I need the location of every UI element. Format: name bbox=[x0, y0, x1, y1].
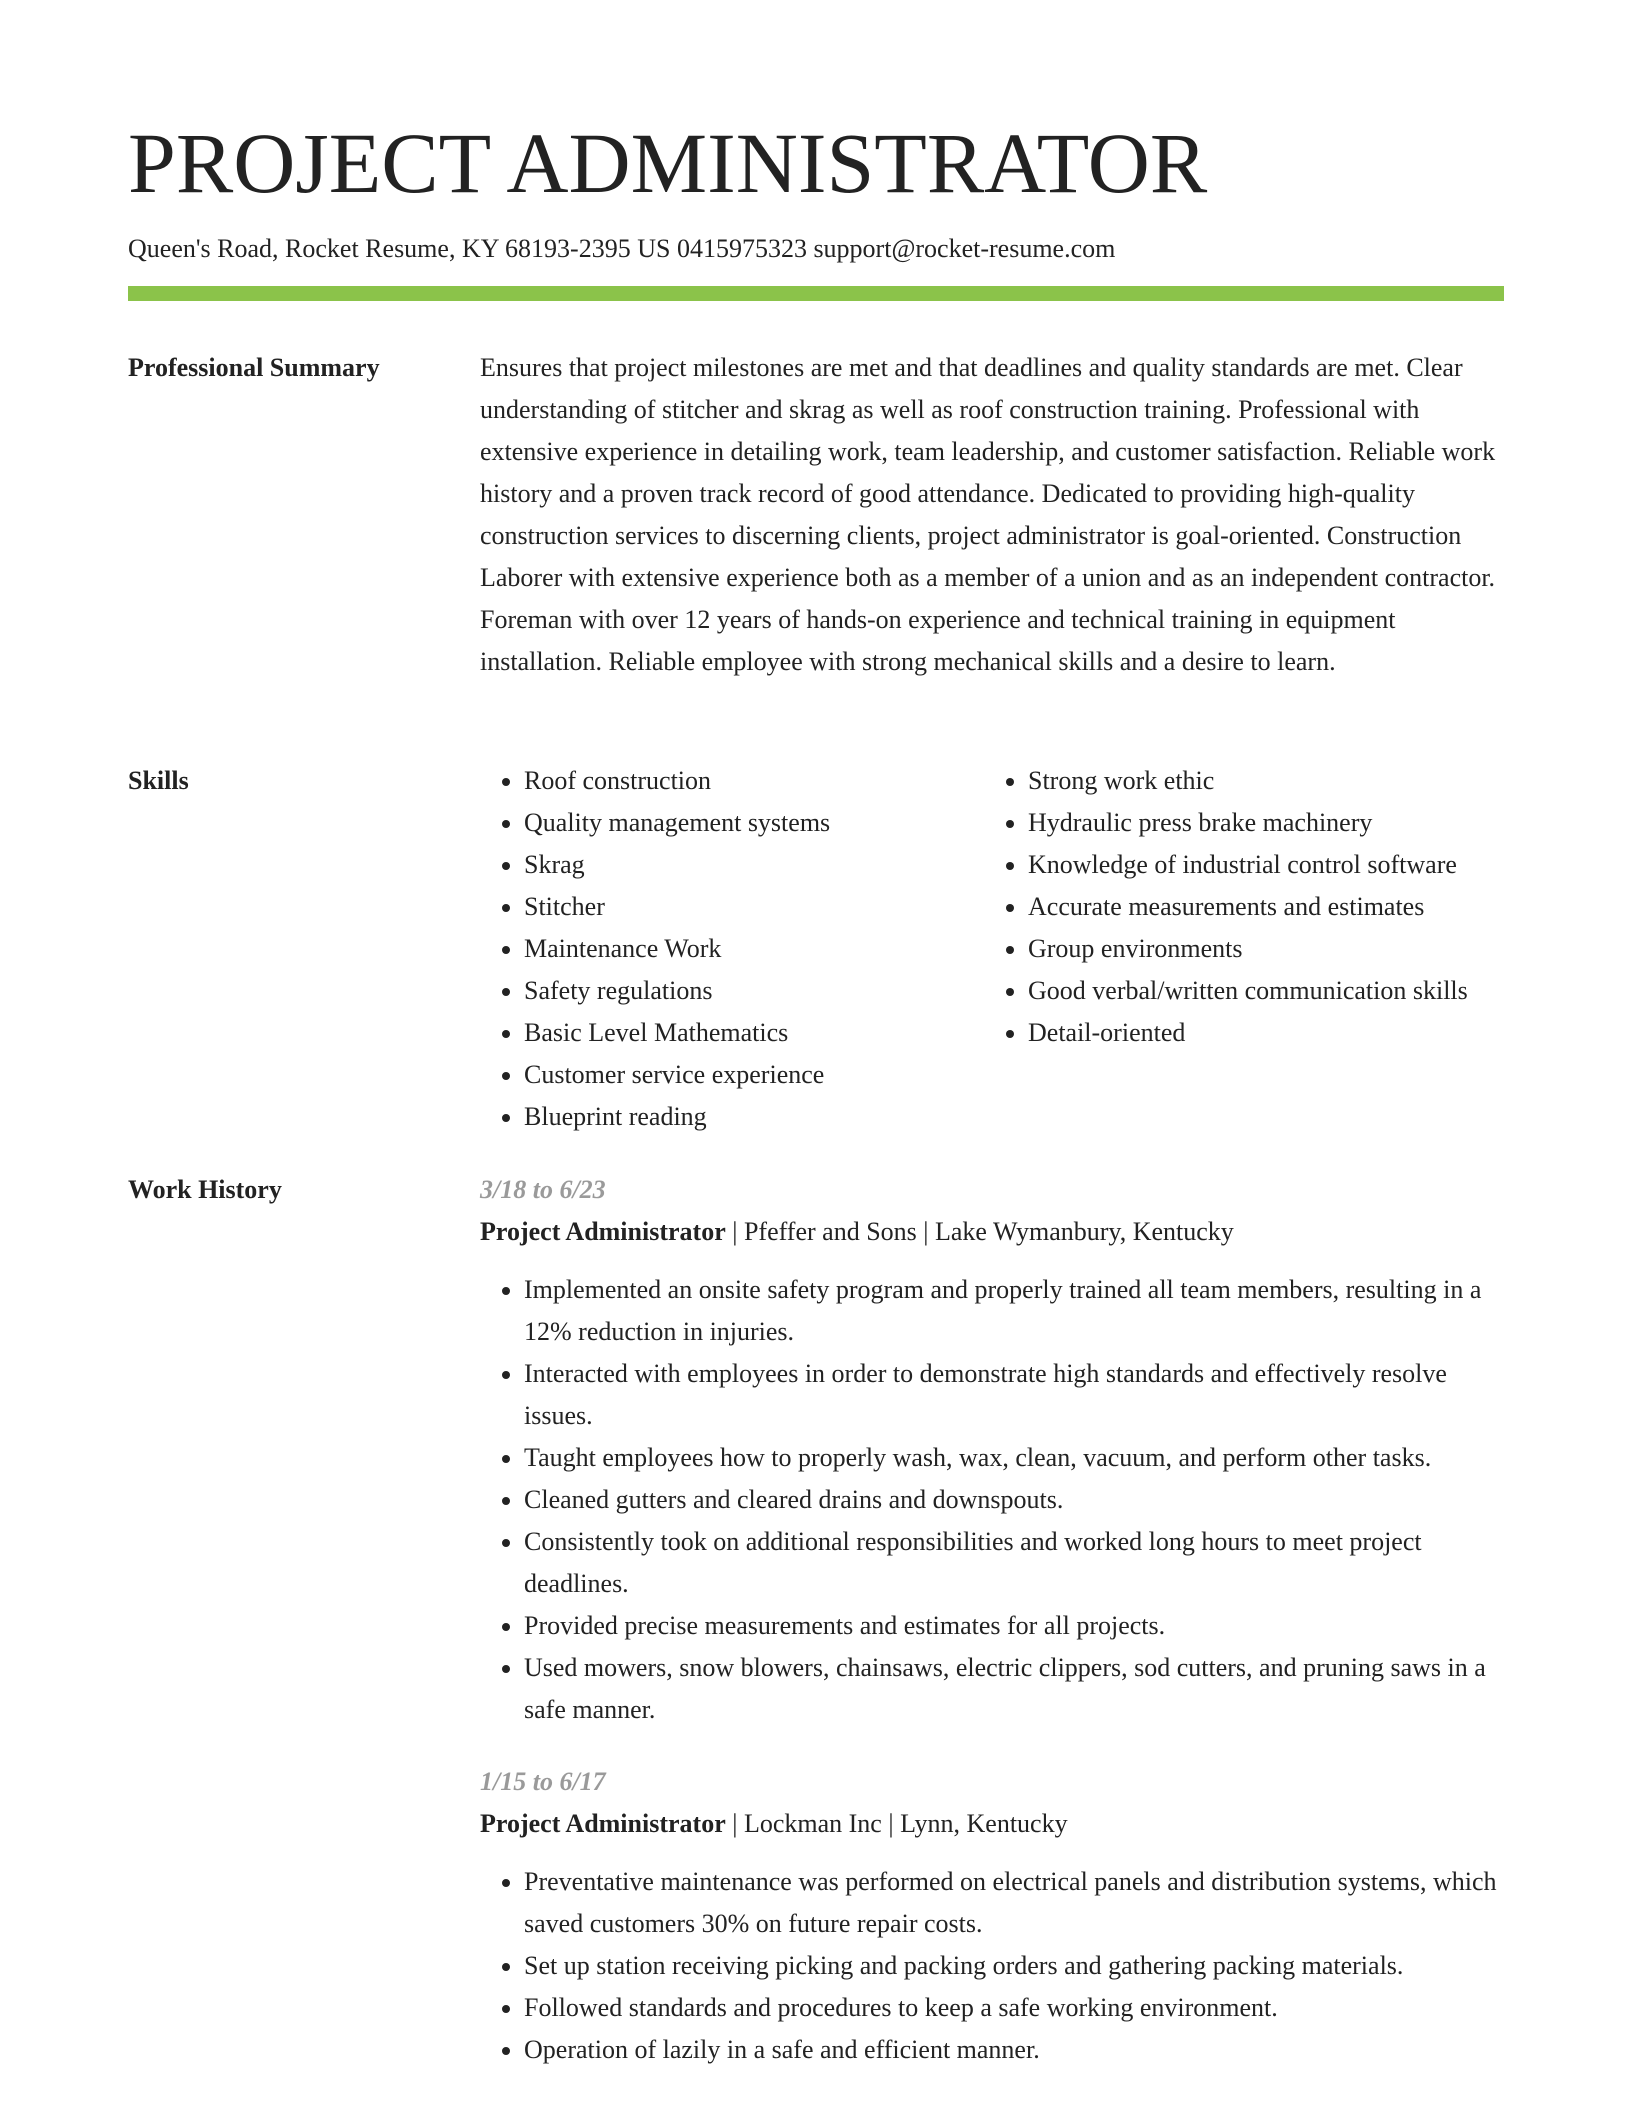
skill-item: • Strong work ethic bbox=[1028, 760, 1488, 802]
skill-item: • Customer service experience bbox=[524, 1054, 984, 1096]
work-history-title: Work History bbox=[128, 1175, 282, 1204]
contact-line bbox=[128, 232, 1115, 266]
skill-item: • Knowledge of industrial control software bbox=[1028, 844, 1488, 886]
job-bullet: • Provided precise measurements and estimates for all projects. bbox=[524, 1605, 1504, 1647]
job-separator: | bbox=[725, 1217, 744, 1246]
contact-address: Queen's Road, Rocket Resume, KY 68193-2395 US bbox=[128, 234, 671, 263]
job-separator: | bbox=[725, 1809, 744, 1838]
job-location: Lynn, Kentucky bbox=[900, 1809, 1068, 1838]
job-bullet: • Consistently took on additional responsibilities and worked long hours to meet project deadlines. bbox=[524, 1521, 1504, 1605]
skills-body bbox=[480, 760, 1504, 1138]
resume-name: PROJECT ADMINISTRATOR bbox=[128, 115, 1208, 211]
job-bullet: • Implemented an onsite safety program and properly trained all team members, resulting in a 12% reduction in injuries. bbox=[524, 1269, 1504, 1353]
job-separator: | bbox=[916, 1217, 935, 1246]
job-bullets bbox=[480, 1269, 1504, 1731]
job-bullets bbox=[480, 1861, 1504, 2071]
summary-body bbox=[480, 347, 1504, 683]
skill-item: • Basic Level Mathematics bbox=[524, 1012, 984, 1054]
skill-item: • Stitcher bbox=[524, 886, 984, 928]
skills-column-1 bbox=[480, 760, 984, 1138]
job-bullet: • Followed standards and procedures to keep a safe working environment. bbox=[524, 1987, 1504, 2029]
job-dates: 1/15 to 6/17 bbox=[480, 1767, 606, 1796]
summary-text: Ensures that project milestones are met and that deadlines and quality standards are met. Clear understanding of stitcher and skrag as well as roof construction training. Professional with extensive experience in detailing work, team leadership, and customer satisfaction. Reliable work history and a proven track record of good attendance. Dedicated to providing high-quality construction services to discerning clients, project administrator is goal-oriented. Construction Laborer with extensive experience both as a member of a union and as an independent contractor. Foreman with over 12 years of hands-on experience and technical training in equipment installation. Reliable employee with strong mechanical skills and a desire to learn. bbox=[480, 353, 1496, 676]
contact-email[interactable]: support@rocket-resume.com bbox=[813, 234, 1116, 263]
job-company: Pfeffer and Sons bbox=[743, 1217, 917, 1246]
job-location: Lake Wymanbury, Kentucky bbox=[935, 1217, 1234, 1246]
skill-item: • Detail-oriented bbox=[1028, 1012, 1488, 1054]
job-bullet: • Preventative maintenance was performed on electrical panels and distribution systems, which saved customers 30% on future repair costs. bbox=[524, 1861, 1504, 1945]
header-divider bbox=[128, 286, 1504, 301]
summary-title: Professional Summary bbox=[128, 353, 380, 382]
skill-item: • Accurate measurements and estimates bbox=[1028, 886, 1488, 928]
skill-item: • Quality management systems bbox=[524, 802, 984, 844]
job-bullet: • Taught employees how to properly wash, wax, clean, vacuum, and perform other tasks. bbox=[524, 1437, 1504, 1479]
skills-column-2 bbox=[984, 760, 1488, 1138]
job-bullet: • Set up station receiving picking and packing orders and gathering packing materials. bbox=[524, 1945, 1504, 1987]
skill-item: • Blueprint reading bbox=[524, 1096, 984, 1138]
work-history-body bbox=[480, 1169, 1504, 2101]
job-title: Project Administrator bbox=[480, 1217, 726, 1246]
job-company: Lockman Inc bbox=[743, 1809, 882, 1838]
skills-title: Skills bbox=[128, 766, 189, 795]
skill-item: • Skrag bbox=[524, 844, 984, 886]
job-bullet: • Cleaned gutters and cleared drains and downspouts. bbox=[524, 1479, 1504, 1521]
job-dates: 3/18 to 6/23 bbox=[480, 1175, 606, 1204]
job-separator: | bbox=[881, 1809, 901, 1838]
job-bullet: • Interacted with employees in order to demonstrate high standards and effectively resolve issues. bbox=[524, 1353, 1504, 1437]
skill-item: • Good verbal/written communication skills bbox=[1028, 970, 1488, 1012]
job-heading bbox=[480, 1211, 1504, 1253]
contact-phone: 0415975323 bbox=[676, 234, 807, 263]
job-bullet: • Operation of lazily in a safe and efficient manner. bbox=[524, 2029, 1504, 2071]
job-heading bbox=[480, 1803, 1504, 1845]
skill-item: • Roof construction bbox=[524, 760, 984, 802]
job-bullet: • Used mowers, snow blowers, chainsaws, electric clippers, sod cutters, and pruning saws in a safe manner. bbox=[524, 1647, 1504, 1731]
job-title: Project Administrator bbox=[480, 1809, 726, 1838]
skill-item: • Hydraulic press brake machinery bbox=[1028, 802, 1488, 844]
job-entry bbox=[480, 1169, 1504, 1731]
job-entry bbox=[480, 1761, 1504, 2071]
skill-item: • Safety regulations bbox=[524, 970, 984, 1012]
skill-item: • Group environments bbox=[1028, 928, 1488, 970]
skill-item: • Maintenance Work bbox=[524, 928, 984, 970]
